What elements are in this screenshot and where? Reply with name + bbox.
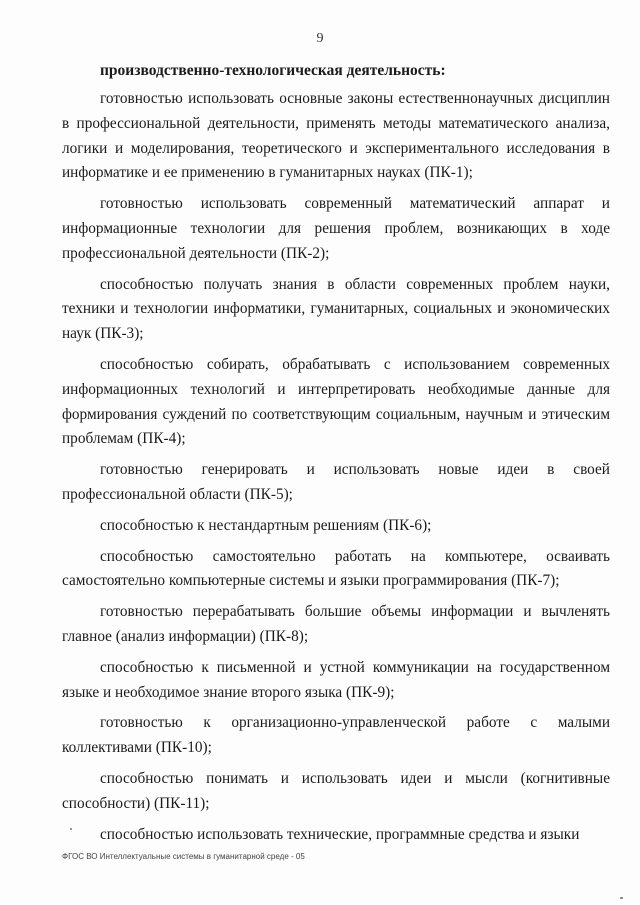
competency-pk-7: способностью самостоятельно работать на компьютере, осваивать самостоятельно компьютерные системы и языки программирования (ПК-7); [62, 547, 610, 590]
scan-artifact [620, 897, 623, 899]
competency-pk-6: способностью к нестандартным решениям (ПК-6); [100, 516, 432, 534]
page-number: 9 [316, 31, 324, 46]
page-footer: ФГОС ВО Интеллектуальные системы в гуманитарной среде - 05 [62, 852, 305, 861]
competency-pk-2: готовностью использовать современный математический аппарат и информационные технологии для решения проблем, возникающих в ходе профессиональной деятельности (ПК-2); [62, 195, 610, 262]
competency-pk-4: способностью собирать, обрабатывать с использованием современных информационных технологий и интерпретировать необходимые данные для формирования суждений по соответствующим социальным, научным и этическим проблемам (ПК-4); [62, 355, 610, 448]
competency-list [62, 87, 610, 853]
competency-pk-1: готовностью использовать основные законы естественнонаучных дисциплин в профессиональной деятельности, применять методы математического анализа, логики и моделирования, теоретического и экспериментального исследования в информатике и ее применению в гуманитарных науках (ПК-1); [62, 90, 610, 182]
scan-artifact [70, 828, 72, 830]
competency-pk-5: готовностью генерировать и использовать новые идеи в своей профессиональной области (ПК-5); [62, 461, 610, 503]
competency-pk-9: способностью к письменной и устной коммуникации на государственном языке и необходимое знание второго языка (ПК-9); [62, 658, 610, 701]
section-heading: производственно-технологическая деятельность: [100, 62, 446, 79]
competency-pk-12-partial: способностью использовать технические, программные средства и языки [100, 825, 580, 843]
competency-pk-10: готовностью к организационно-управленческой работе с малыми коллективами (ПК-10); [62, 714, 610, 757]
competency-pk-3: способностью получать знания в области современных проблем науки, техники и технологии информатики, гуманитарных, социальных и экономических наук (ПК-3); [62, 275, 610, 343]
competency-pk-11: способностью понимать и использовать идеи и мысли (когнитивные способности) (ПК-11); [62, 769, 610, 812]
competency-pk-8: готовностью перерабатывать большие объемы информации и вычленять главное (анализ информации) (ПК-8); [62, 603, 610, 645]
